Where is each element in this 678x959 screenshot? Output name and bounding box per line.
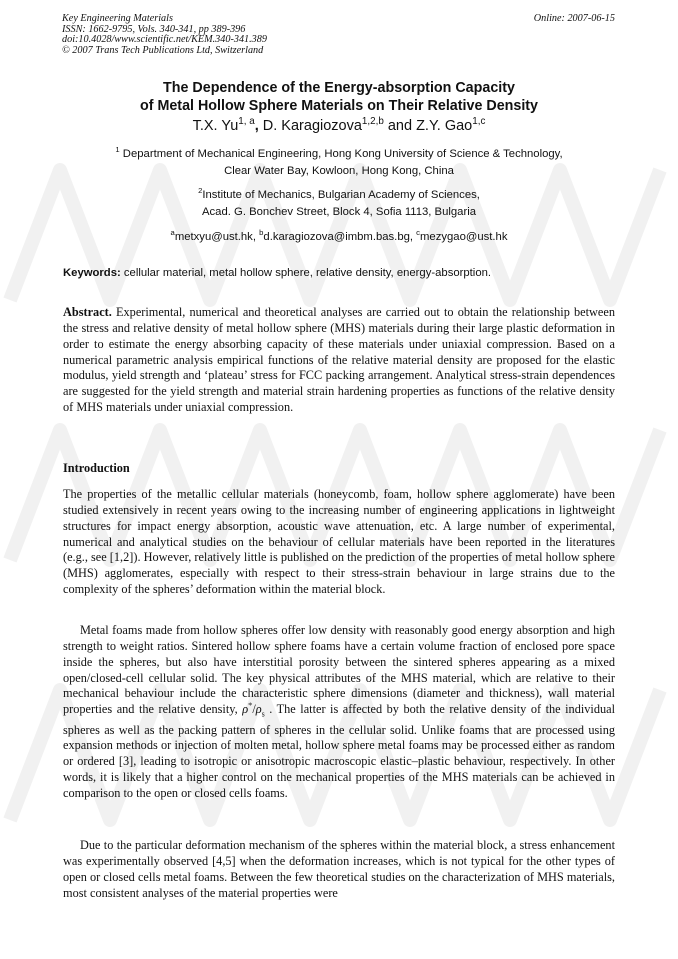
author-name: T.X. Yu	[192, 118, 239, 134]
abstract	[63, 305, 615, 416]
email-mark: b	[259, 228, 264, 238]
abstract-text: Experimental, numerical and theoretical analyses are carried out to obtain the relationship between the stress and relative density of metal hollow sphere (MHS) materials during their large plastic deformation in order to estimate the energy absorbing capacity of these materials under uniaxial compression. Based on a numerical parametric analysis empirical functions of the relative material density are proposed for the elastic modulus, yield strength and ‘plateau’ stress for FCC packing arrangement. Analytical stress-strain dependences are suggested for the yield strength and material strain hardening properties as functions of the relative density of MHS materials under uniaxial compression.	[63, 305, 615, 415]
abstract-label: Abstract.	[63, 305, 112, 319]
email-mark: a	[170, 228, 175, 238]
density-symbol: ρ	[242, 702, 249, 717]
affiliation-line: Department of Mechanical Engineering, Hong Kong University of Science & Technology,	[119, 148, 563, 160]
author-name: Z.Y. Gao	[416, 118, 473, 134]
paragraph-text: Metal foams made from hollow spheres offer low density with reasonably good energy absorption and high strength to weight ratios. Sintered hollow sphere foams have a certain volume fraction of enclosed pore space inside the spheres, but also have interstitial porosity between the sintered spheres appearing as a mixed open/closed-cell cellular solid. The key physical attributes of the MHS material, which are relative to their mechanical behaviour include the characteristic sphere dimensions (diameter and thickness), wall material properties and the relative density,	[63, 623, 615, 717]
affiliation-1	[0, 146, 678, 180]
intro-paragraph-1: The properties of the metallic cellular materials (honeycomb, foam, hollow sphere agglomerate) have been studied extensively in recent years owing to the increasing number of engineering applications in lightweight structures for impact energy absorption, acoustic wave attenuation, etc. A large number of experimental, numerical and analytical studies on the behaviour of cellular materials have been reported in the literatures (e.g., see [1,2]). However, relatively little is published on the prediction of the properties of metal hollow sphere (MHS) agglomerates, especially with respect to their stress-strain behaviour in large strains due to the complexity of the spheres’ deformation within the material block.	[63, 487, 615, 597]
density-symbol: ρ	[255, 702, 262, 717]
author-separator: and	[383, 118, 417, 134]
author-list	[0, 117, 678, 135]
affiliation-line: Institute of Mechanics, Bulgarian Academy of Sciences,	[202, 189, 480, 201]
density-subscript: s	[261, 709, 265, 719]
online-date: Online: 2007-06-15	[533, 13, 615, 24]
title-line: The Dependence of the Energy-absorption Capacity	[163, 80, 515, 96]
author-emails	[0, 229, 678, 246]
email-address[interactable]: d.karagiozova@imbm.bas.bg	[263, 231, 410, 243]
email-separator: ,	[409, 231, 417, 243]
journal-issn: ISSN: 1662-9795, Vols. 340-341, pp 389-396	[62, 23, 246, 35]
keywords	[63, 267, 491, 279]
ratio-slash: /	[252, 702, 256, 717]
email-address[interactable]: mezygao@ust.hk	[420, 231, 508, 243]
journal-name: Key Engineering Materials	[62, 13, 173, 24]
density-star: *	[248, 701, 253, 711]
affiliation-mark: 2	[198, 186, 203, 196]
author-affiliation-mark: 1,2,b	[361, 116, 384, 128]
keywords-text: cellular material, metal hollow sphere, relative density, energy-absorption.	[120, 267, 492, 279]
section-heading: Introduction	[63, 461, 130, 475]
affiliation-2	[0, 187, 678, 221]
email-mark: c	[416, 228, 421, 238]
title-line: of Metal Hollow Sphere Materials on Their Relative Density	[139, 98, 539, 114]
paragraph-text: . The latter is affected by both the relative density of the individual spheres as well as the packing pattern of spheres in the cellular solid. Unlike foams that are processed using expansion methods or injection of molten metal, hollow sphere metal foams may be processed either as random or ordered [3], leading to isotropic or anisotropic macroscopic elastic–plastic behaviour, respectively. In other words, it is likely that a higher control on the mechanical properties of the MHS materials can be achieved in comparison to the open or closed cells foams.	[63, 702, 616, 800]
journal-copyright: © 2007 Trans Tech Publications Ltd, Switzerland	[62, 44, 264, 56]
affiliation-line: Acad. G. Bonchev Street, Block 4, Sofia 1113, Bulgaria	[202, 206, 476, 218]
journal-info	[62, 14, 267, 56]
author-name: D. Karagiozova	[262, 118, 362, 134]
intro-paragraph-3: Due to the particular deformation mechanism of the spheres within the material block, a stress enhancement was experimentally observed [4,5] when the deformation increases, which is not typical for the other types of open or closed cells metal foams. Between the few theoretical studies on the characterization of MHS materials, most consistent analyses of the material properties were	[63, 838, 615, 900]
affiliation-mark: 1	[115, 145, 120, 155]
email-address[interactable]: metxyu@ust.hk	[174, 231, 253, 243]
paper-title	[0, 79, 678, 115]
author-affiliation-mark: 1, a	[238, 116, 255, 128]
journal-doi: doi:10.4028/www.scientific.net/KEM.340-341.389	[62, 34, 267, 46]
author-affiliation-mark: 1,c	[472, 116, 486, 128]
intro-paragraph-2	[63, 623, 615, 802]
affiliation-line: Clear Water Bay, Kowloon, Hong Kong, China	[224, 165, 454, 177]
author-separator: ,	[254, 118, 263, 134]
keywords-label: Keywords:	[63, 267, 121, 279]
email-separator: ,	[252, 231, 260, 243]
